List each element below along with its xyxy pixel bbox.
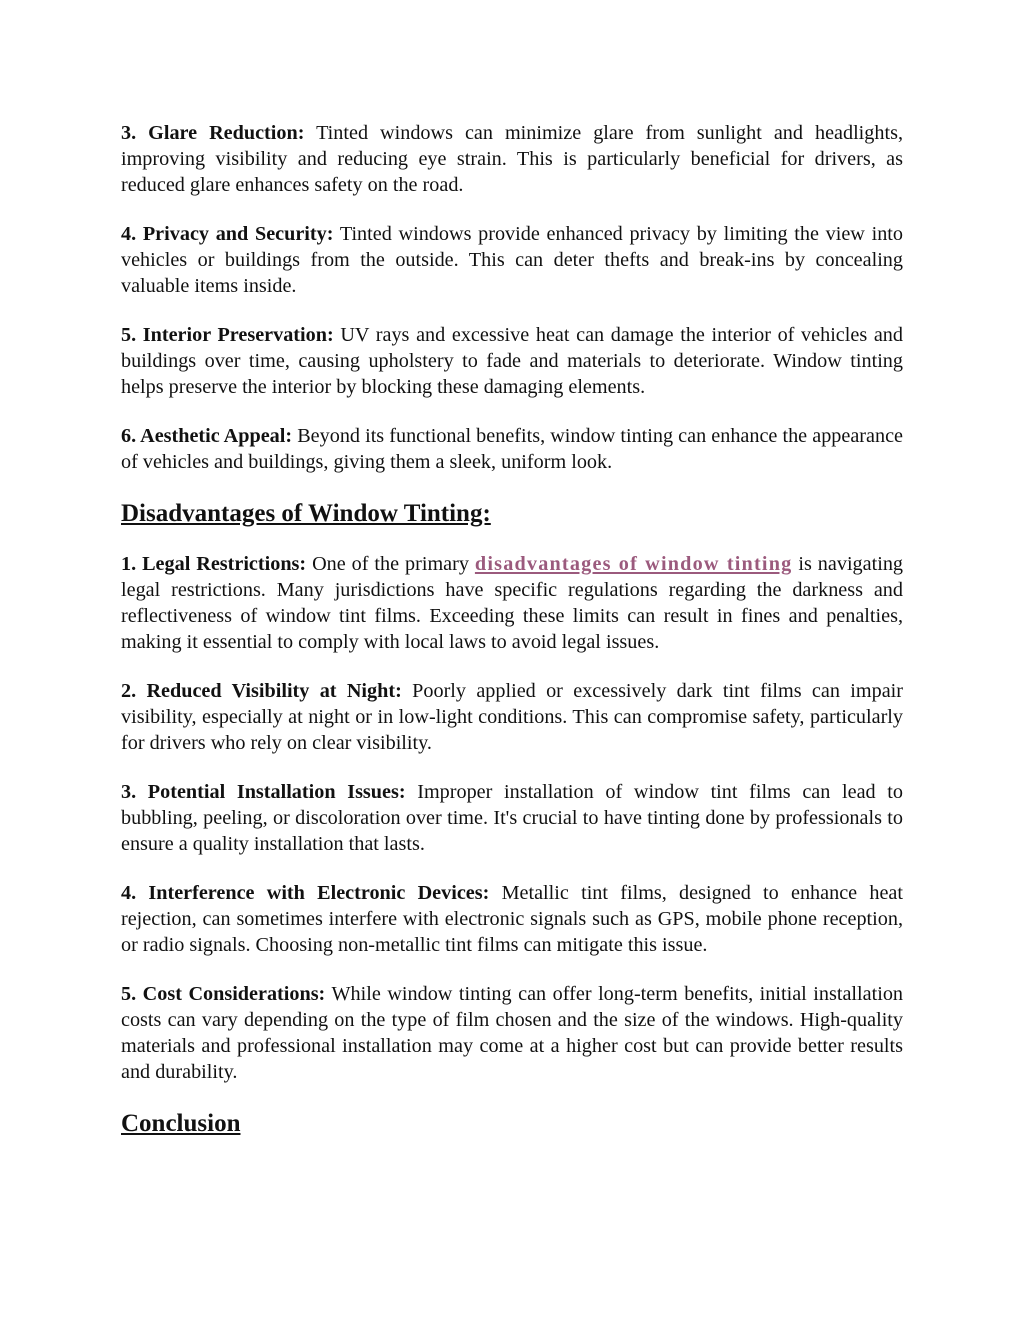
benefit-interior-preservation [121, 322, 903, 400]
benefit-text: UV rays and excessive heat can damage the interior of vehicles and buildings over time, causing upholstery to fade and materials to deteriorate. Window tinting helps preserve the interior by blocking these damaging elements. [121, 324, 903, 398]
disadvantage-title: 5. Cost Considerations: [121, 983, 326, 1005]
benefit-glare-reduction [121, 120, 903, 198]
benefit-title: 6. Aesthetic Appeal: [121, 425, 293, 447]
disadvantage-cost-considerations [121, 981, 903, 1085]
disadvantage-title: 1. Legal Restrictions: [121, 553, 307, 575]
document-page [121, 120, 903, 1161]
disadvantage-reduced-visibility [121, 678, 903, 756]
disadvantage-text: While window tinting can offer long-term benefits, initial installation costs can vary depending on the type of film chosen and the size of the windows. High-quality materials and professional installation may come at a higher cost but can provide better results and durability. [121, 983, 904, 1083]
disadvantage-text: Poorly applied or excessively dark tint films can impair visibility, especially at night or in low-light conditions. This can compromise safety, particularly for drivers who rely on clear visibility. [121, 680, 903, 754]
benefit-aesthetic-appeal [121, 423, 903, 475]
disadvantage-title: 3. Potential Installation Issues: [121, 781, 406, 803]
benefit-text: Tinted windows provide enhanced privacy by limiting the view into vehicles or buildings from the outside. This can deter thefts and break-ins by concealing valuable items inside. [121, 223, 903, 297]
benefit-title: 3. Glare Reduction: [121, 122, 305, 144]
disadvantage-installation-issues [121, 779, 903, 857]
disadvantage-electronic-interference [121, 880, 903, 958]
benefit-title: 5. Interior Preservation: [121, 324, 334, 346]
benefit-text: Beyond its functional benefits, window tinting can enhance the appearance of vehicles and buildings, giving them a sleek, uniform look. [121, 425, 903, 473]
disadvantage-text: Metallic tint films, designed to enhance heat rejection, can sometimes interfere with electronic signals such as GPS, mobile phone reception, or radio signals. Choosing non-metallic tint films can mitigate this issue. [121, 882, 903, 956]
disadvantage-legal-restrictions [121, 551, 903, 655]
disadvantages-link[interactable]: disadvantages of window tinting [474, 553, 793, 575]
benefit-text: Tinted windows can minimize glare from sunlight and headlights, improving visibility and reducing eye strain. This is particularly beneficial for drivers, as reduced glare enhances safety on the road. [121, 122, 903, 196]
disadvantages-heading: Disadvantages of Window Tinting: [121, 500, 491, 527]
conclusion-heading: Conclusion [121, 1110, 241, 1137]
disadvantage-title: 4. Interference with Electronic Devices: [121, 882, 490, 904]
benefit-title: 4. Privacy and Security: [121, 223, 334, 245]
disadvantage-text: One of the primary [312, 553, 469, 575]
disadvantage-title: 2. Reduced Visibility at Night: [121, 680, 402, 702]
disadvantage-text: is navigating legal restrictions. Many jurisdictions have specific regulations regarding the darkness and reflectiveness of window tint films. Exceeding these limits can result in fines and penalties, making it essential to comply with local laws to avoid legal issues. [121, 553, 904, 653]
disadvantage-text: Improper installation of window tint films can lead to bubbling, peeling, or discoloration over time. It's crucial to have tinting done by professionals to ensure a quality installation that lasts. [121, 781, 903, 855]
benefit-privacy-security [121, 221, 903, 299]
